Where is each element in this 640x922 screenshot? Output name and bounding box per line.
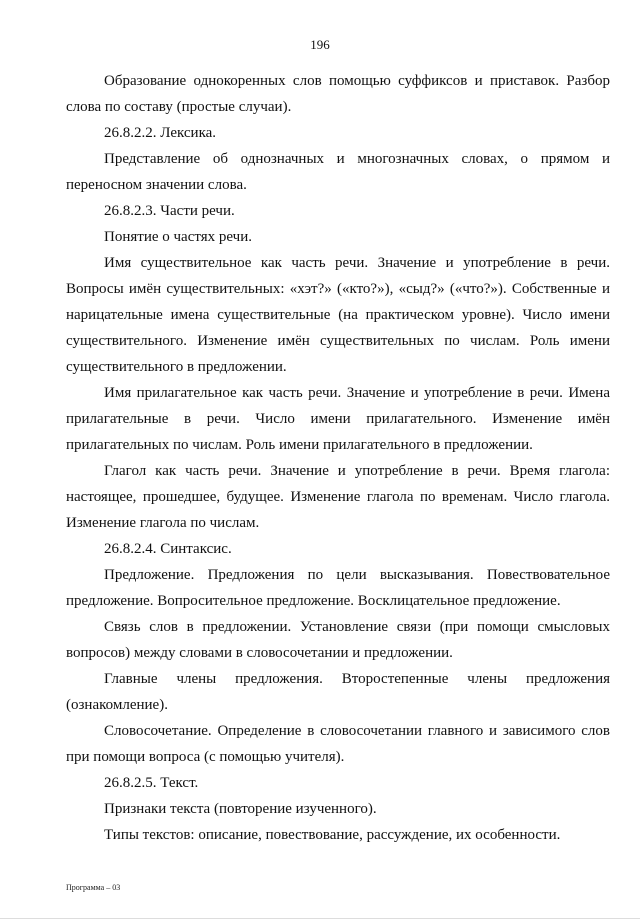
paragraph: Связь слов в предложении. Установление связи (при помощи смысловых вопросов) между словами в словосочетании и предложении. xyxy=(66,619,610,661)
section-heading: 26.8.2.5. Текст. xyxy=(104,775,199,791)
paragraph: Представление об однозначных и многозначных словах, о прямом и переносном значении слова. xyxy=(66,151,610,193)
paragraph: Предложение. Предложения по цели высказывания. Повествовательное предложение. Вопросительное предложение. Восклицательное предложение. xyxy=(66,567,610,609)
page-footer: Программа – 03 xyxy=(66,883,121,892)
paragraph: Имя прилагательное как часть речи. Значение и употребление в речи. Имена прилагательные в речи. Число имени прилагательного. Изменение имён прилагательных по числам. Роль имени прилагательного в предложении. xyxy=(66,385,610,453)
paragraph: Образование однокоренных слов помощью суффиксов и приставок. Разбор слова по составу (простые случаи). xyxy=(66,73,610,115)
bottom-divider xyxy=(0,918,640,919)
paragraph: Словосочетание. Определение в словосочетании главного и зависимого слов при помощи вопроса (с помощью учителя). xyxy=(66,723,610,765)
paragraph: Глагол как часть речи. Значение и употребление в речи. Время глагола: настоящее, прошедшее, будущее. Изменение глагола по временам. Число глагола. Изменение глагола по числам. xyxy=(66,463,610,531)
page-number: 196 xyxy=(310,37,330,52)
paragraph: Понятие о частях речи. xyxy=(104,229,252,245)
document-body xyxy=(66,68,610,848)
paragraph: Признаки текста (повторение изученного). xyxy=(104,801,377,817)
paragraph: Имя существительное как часть речи. Значение и употребление в речи. Вопросы имён существительных: «хэт?» («кто?»), «сыд?» («что?»). Собственные и нарицательные имена существительные (на практическом уровне). Число имени существительного. Изменение имён существительных по числам. Роль имени существительного в предложении. xyxy=(66,255,610,375)
section-heading: 26.8.2.3. Части речи. xyxy=(104,203,235,219)
section-heading: 26.8.2.2. Лексика. xyxy=(104,125,217,141)
paragraph: Главные члены предложения. Второстепенные члены предложения (ознакомление). xyxy=(66,671,610,713)
section-heading: 26.8.2.4. Синтаксис. xyxy=(104,541,232,557)
paragraph: Типы текстов: описание, повествование, рассуждение, их особенности. xyxy=(104,827,561,843)
